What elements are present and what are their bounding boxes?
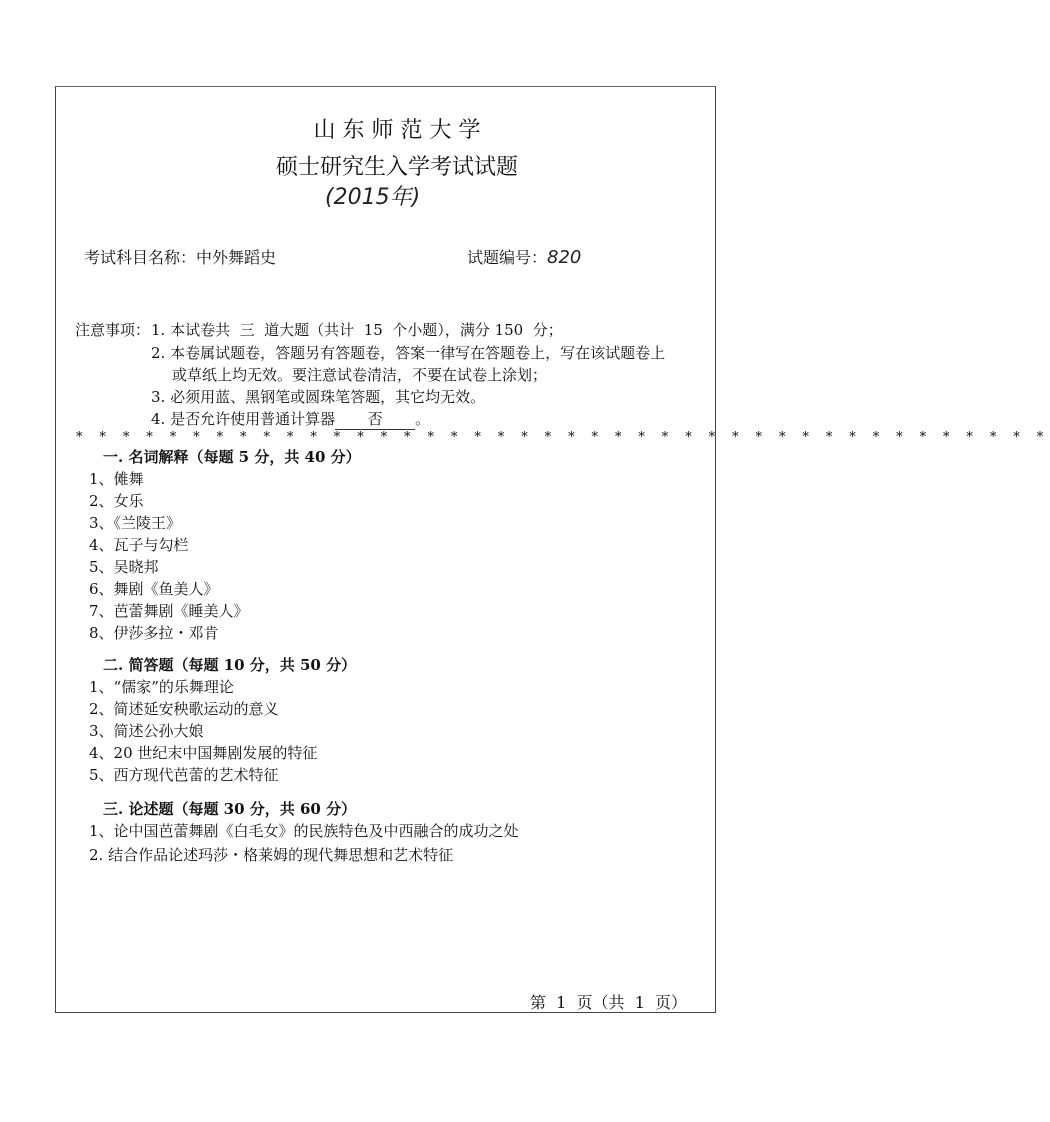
code-label: 试题编号：	[467, 248, 548, 267]
note-2-cont: 或草纸上均无效。要注意试卷清洁，不要在试卷上涂划；	[172, 366, 548, 384]
code-line	[467, 245, 581, 268]
notes-label: 注意事项：	[75, 321, 151, 339]
note-2: 2. 本卷属试题卷，答题另有答题卷，答案一律写在答题卷上，写在该试题卷上	[151, 344, 666, 362]
section-heading: 一. 名词解释（每题 5 分，共 40 分）	[103, 448, 361, 466]
code-value: 820	[547, 247, 582, 268]
question-item: 1、“儒家”的乐舞理论	[89, 678, 234, 696]
note-4-period: 。	[415, 410, 431, 428]
question-item: 1、傩舞	[89, 470, 144, 488]
note-3: 3. 必须用蓝、黑钢笔或圆珠笔答题，其它均无效。	[151, 388, 486, 406]
section-heading: 三. 论述题（每题 30 分，共 60 分）	[103, 800, 357, 818]
question-item: 5、吴晓邦	[89, 558, 159, 576]
subject-line	[84, 245, 276, 268]
handwritten-year: (2015年)	[325, 185, 421, 210]
note-1: 1. 本试卷共 三 道大题（共计 15 个小题），满分 150 分；	[151, 321, 563, 339]
question-item: 3、简述公孙大娘	[89, 722, 204, 740]
note-4	[151, 408, 430, 430]
question-item: 4、20 世纪末中国舞剧发展的特征	[89, 744, 318, 762]
question-item: 2、简述延安秧歌运动的意义	[89, 700, 279, 718]
section-heading: 二. 简答题（每题 10 分，共 50 分）	[103, 656, 357, 674]
exam-title: 硕士研究生入学考试试题	[275, 155, 518, 180]
question-item: 6、舞剧《鱼美人》	[89, 580, 219, 598]
subject-value: 中外舞蹈史	[196, 248, 277, 267]
question-item: 7、芭蕾舞剧《睡美人》	[89, 602, 249, 620]
university-name: 山 东 师 范 大 学	[313, 118, 481, 143]
question-item: 3、《兰陵王》	[89, 514, 182, 532]
page-footer: 第 1 页（共 1 页）	[530, 993, 688, 1012]
question-item: 5、西方现代芭蕾的艺术特征	[89, 766, 279, 784]
question-item: 2、女乐	[89, 492, 144, 510]
question-item: 8、伊莎多拉・邓肯	[89, 624, 219, 642]
separator: * * * * * * * * * * * * * * * * * * * * * * * * * * * * * * * * * * * * * * * * * *	[76, 430, 1050, 445]
calculator-answer: 否	[335, 408, 415, 430]
note-4-text: 4. 是否允许使用普通计算器	[151, 410, 336, 428]
question-item: 4、瓦子与勾栏	[89, 536, 189, 554]
subject-label: 考试科目名称：	[84, 248, 197, 267]
question-item: 2. 结合作品论述玛莎・格莱姆的现代舞思想和艺术特征	[89, 845, 454, 864]
question-item: 1、论中国芭蕾舞剧《白毛女》的民族特色及中西融合的成功之处	[89, 822, 519, 840]
